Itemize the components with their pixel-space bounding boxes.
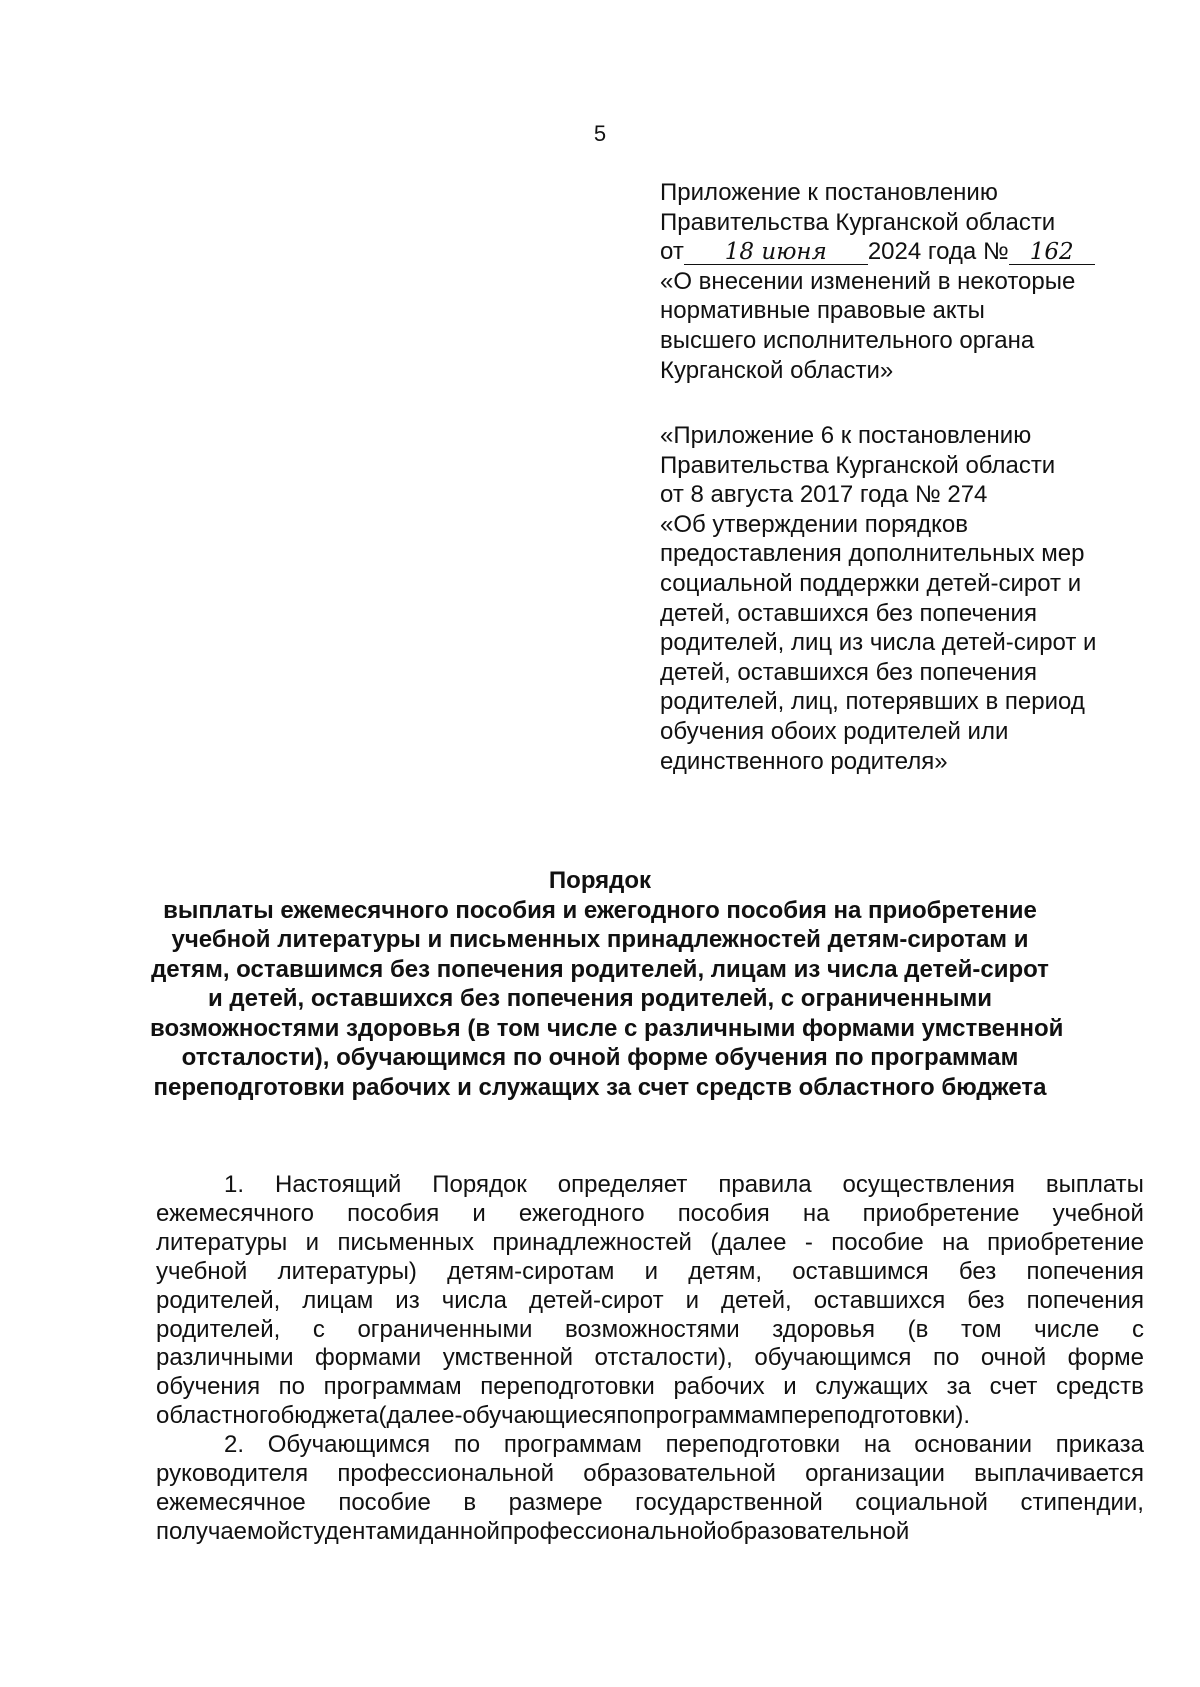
appendix-6-line: детей, оставшихся без попечения	[660, 658, 1037, 686]
appendix-header-line: Приложение к постановлению	[660, 179, 998, 206]
title-line: выплаты ежемесячного пособия и ежегодного пособия на приобретение	[163, 896, 1037, 924]
appendix-6-header	[660, 421, 1160, 776]
appendix-subject-line: «О внесении изменений в некоторые	[660, 267, 1076, 295]
date-year: 2024 года №	[867, 238, 1009, 266]
title-line: возможностями здоровья (в том числе с различными формами умственной	[150, 1014, 1064, 1042]
appendix-6-line: предоставления дополнительных мер	[660, 540, 1085, 568]
appendix-6-line: от 8 августа 2017 года № 274	[660, 481, 988, 509]
appendix-6-line: «Об утверждении порядков	[660, 510, 969, 538]
appendix-subject-line: Курганской области»	[660, 356, 894, 384]
appendix-6-line: «Приложение 6 к постановлению	[660, 422, 1032, 449]
handwritten-date: 18 июня	[684, 240, 868, 265]
handwritten-number: 162	[1009, 240, 1095, 265]
paragraph-line: учебной литературы) детям-сиротам и детям, оставшимся без попечения	[156, 1257, 1144, 1285]
appendix-subject	[660, 267, 1160, 385]
paragraph-line: родителей, с ограниченными возможностями здоровья (в том числе с	[156, 1315, 1144, 1343]
paragraph-line: литературы и письменных принадлежностей (далее - пособие на приобретение	[156, 1228, 1144, 1256]
appendix-6-line: единственного родителя»	[660, 747, 948, 775]
appendix-subject-line: нормативные правовые акты	[660, 297, 985, 325]
paragraph-line: обучения по программам переподготовки рабочих и служащих за счет средств	[156, 1373, 1144, 1401]
document-body	[156, 1171, 1144, 1547]
appendix-6-line: родителей, лиц, потерявших в период	[660, 688, 1085, 716]
appendix-6-line: социальной поддержки детей-сирот и	[660, 569, 1082, 597]
paragraph-line: 2. Обучающимся по программам переподготовки на основании приказа	[224, 1431, 1144, 1459]
paragraph-line: областного бюджета (далее - обучающиеся по программам переподготовки).	[156, 1402, 971, 1430]
appendix-6-line: обучения обоих родителей или	[660, 717, 1009, 745]
appendix-6-line: родителей, лиц из числа детей-сирот и	[660, 629, 1097, 657]
paragraph-2	[156, 1431, 1144, 1547]
title-subtitle	[150, 896, 1064, 1103]
paragraph-line: ежемесячное пособие в размере государственной социальной стипендии,	[156, 1488, 1144, 1516]
appendix-header-line: Правительства Курганской области	[660, 208, 1056, 236]
paragraph-line: 1. Настоящий Порядок определяет правила осуществления выплаты	[224, 1171, 1144, 1198]
title-line: детям, оставшимся без попечения родителей, лицам из числа детей-сирот	[151, 955, 1049, 983]
paragraph-line: различными формами умственной отсталости), обучающимся по очной форме	[156, 1344, 1144, 1372]
title-line: учебной литературы и письменных принадлежностей детям-сиротам и	[171, 926, 1029, 953]
paragraph-line: родителей, лицам из числа детей-сирот и детей, оставшихся без попечения	[156, 1286, 1144, 1314]
appendix-6-line: детей, оставшихся без попечения	[660, 599, 1037, 627]
title-line: и детей, оставшихся без попечения родителей, с ограниченными	[208, 985, 992, 1012]
paragraph-line: руководителя профессиональной образовательной организации выплачивается	[156, 1460, 1144, 1488]
title-line: переподготовки рабочих и служащих за счет средств областного бюджета	[153, 1073, 1047, 1101]
paragraph-1	[156, 1171, 1144, 1431]
paragraph-line: получаемой студентами данной профессиональной образовательной	[156, 1517, 910, 1545]
document-title	[150, 866, 1064, 1102]
appendix-6-line: Правительства Курганской области	[660, 451, 1056, 479]
date-prefix: от	[660, 238, 684, 266]
title-line: отсталости), обучающимся по очной форме обучения по программам	[181, 1044, 1019, 1071]
page-number: 5	[593, 121, 607, 146]
appendix-date-line	[660, 237, 1160, 267]
title-heading: Порядок	[548, 867, 652, 894]
paragraph-line: ежемесячного пособия и ежегодного пособия на приобретение учебной	[156, 1199, 1144, 1227]
appendix-header	[660, 178, 1160, 385]
appendix-subject-line: высшего исполнительного органа	[660, 326, 1035, 354]
